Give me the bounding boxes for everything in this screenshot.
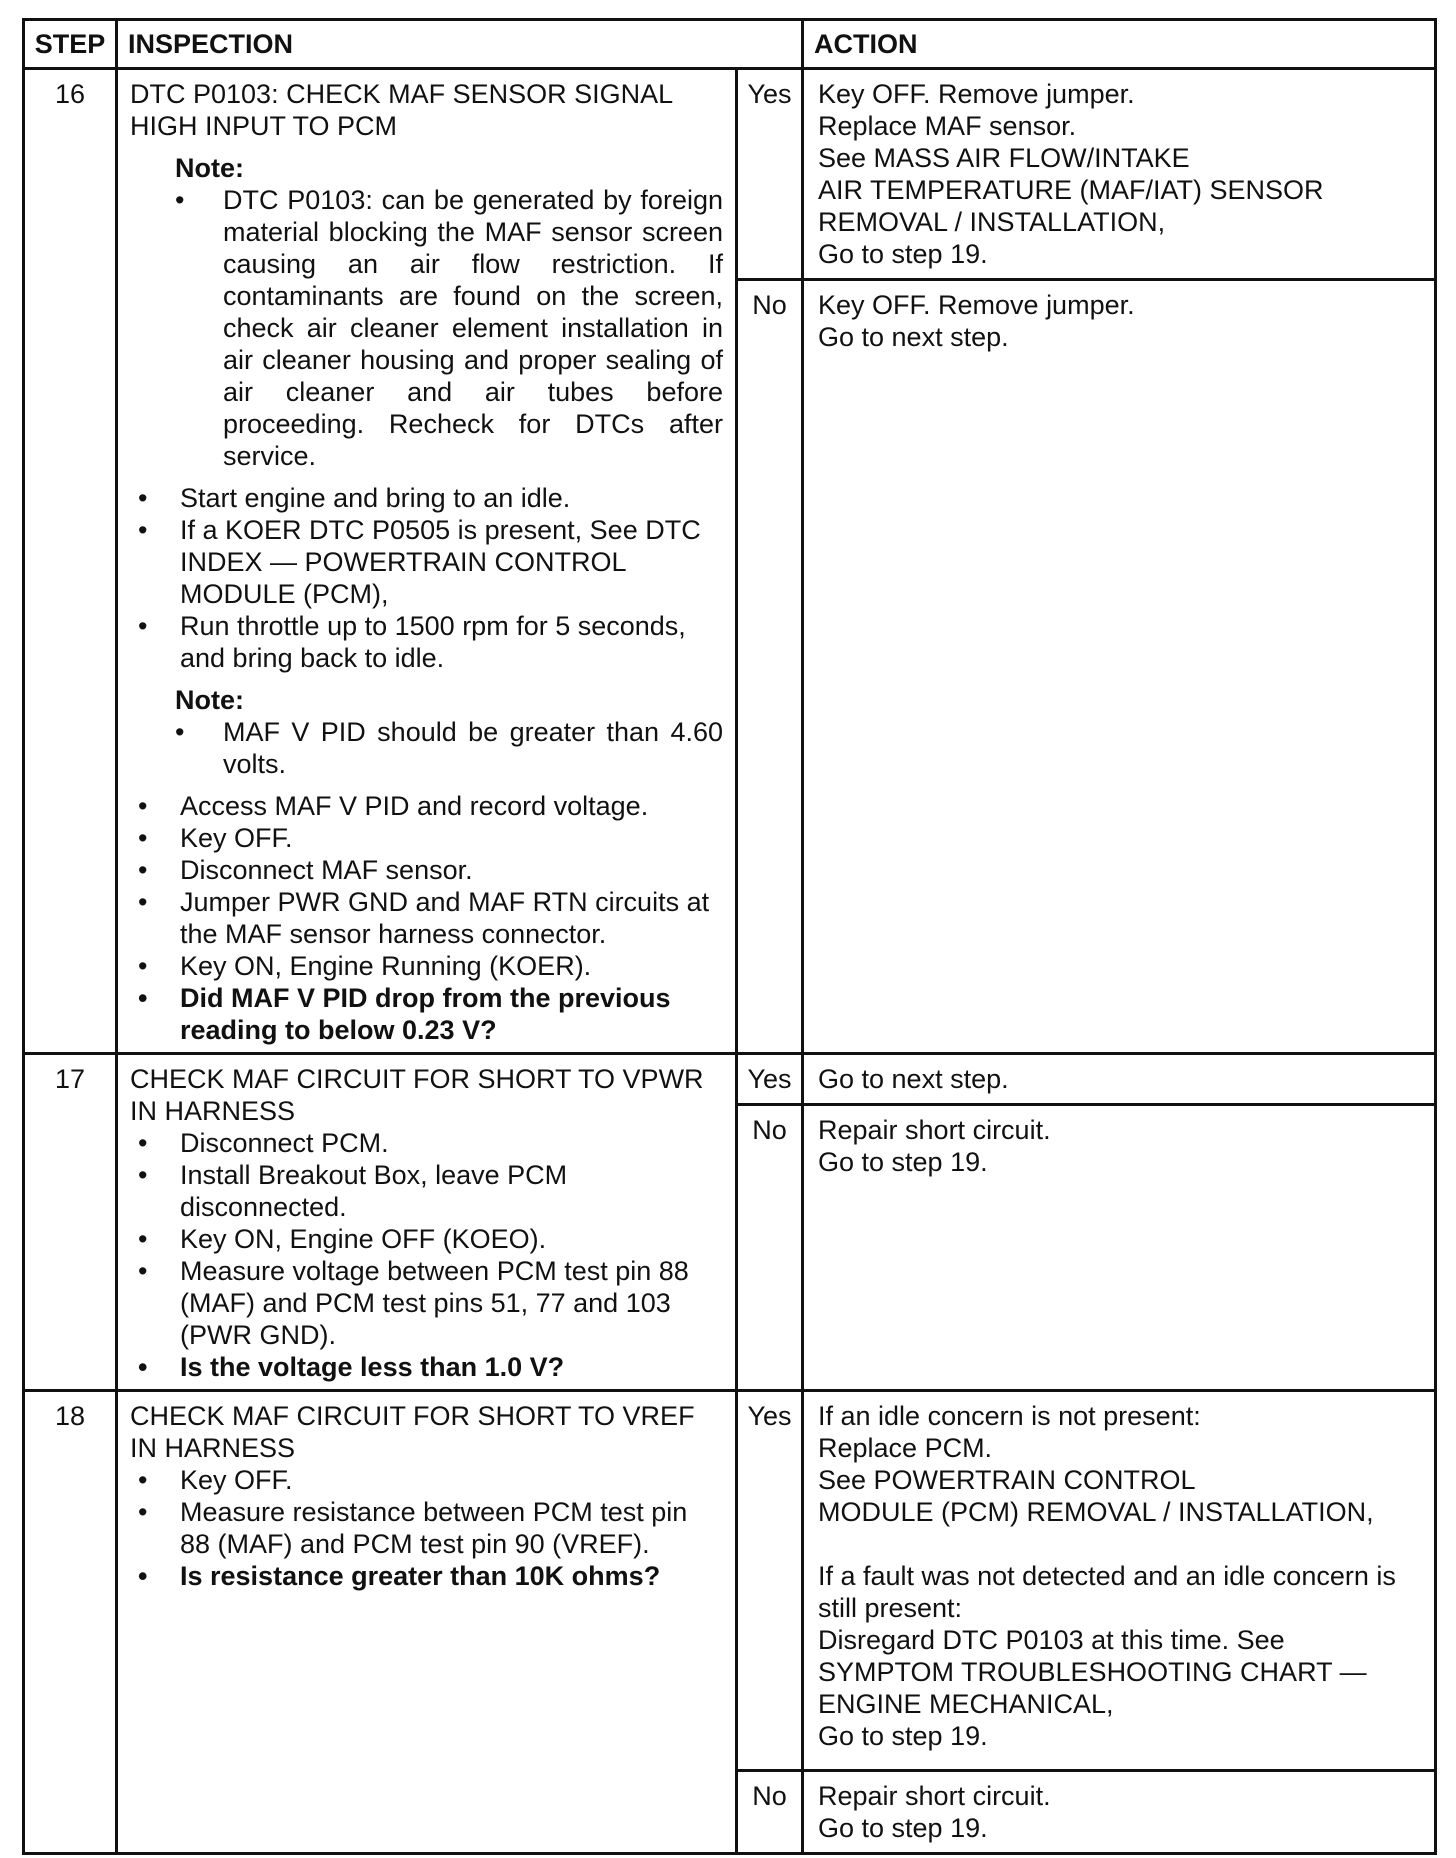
inspection-cell xyxy=(117,69,737,1054)
action-line: Key OFF. Remove jumper. xyxy=(818,79,1135,109)
procedure-list xyxy=(130,1464,723,1592)
no-action xyxy=(803,1771,1436,1854)
procedure-list xyxy=(130,482,723,674)
action-line: Replace MAF sensor. xyxy=(818,111,1077,141)
procedure-item: • Install Breakout Box, leave PCM disconnected. xyxy=(130,1159,723,1223)
step-17-yes-row xyxy=(24,1054,1436,1105)
action-line: Key OFF. Remove jumper. xyxy=(818,290,1135,320)
yes-action xyxy=(803,1391,1436,1771)
procedure-item: • Measure resistance between PCM test pin 88 (MAF) and PCM test pin 90 (VREF). xyxy=(130,1496,723,1560)
note-item: • DTC P0103: can be generated by foreign material blocking the MAF sensor screen causing an air flow restriction. If contaminants are found on the screen, check air cleaner element installation in air cleaner housing and proper sealing of air cleaner and air tubes before proceeding. Recheck for DTCs after service. xyxy=(175,184,723,472)
procedure-list xyxy=(130,1127,723,1383)
action-line: Go to step 19. xyxy=(818,1721,988,1751)
no-label: No xyxy=(737,1771,803,1854)
inspection-cell xyxy=(117,1054,737,1391)
procedure-item: • Key ON, Engine Running (KOER). xyxy=(130,950,723,982)
no-action xyxy=(803,280,1436,1054)
header-step: STEP xyxy=(24,20,117,69)
procedure-item: • Key ON, Engine OFF (KOEO). xyxy=(130,1223,723,1255)
procedure-list xyxy=(130,790,723,1046)
no-label: No xyxy=(737,280,803,1054)
action-line: Go to step 19. xyxy=(818,1813,988,1843)
note-block xyxy=(175,684,723,780)
yes-action xyxy=(803,1054,1436,1105)
yes-label: Yes xyxy=(737,1391,803,1771)
header-inspection: INSPECTION xyxy=(117,20,803,69)
procedure-item: • Measure voltage between PCM test pin 88 (MAF) and PCM test pins 51, 77 and 103 (PWR GND). xyxy=(130,1255,723,1351)
inspection-title: DTC P0103: CHECK MAF SENSOR SIGNAL HIGH INPUT TO PCM xyxy=(130,79,673,141)
step-number: 18 xyxy=(24,1391,117,1854)
action-line: Go to step 19. xyxy=(818,239,988,269)
note-list xyxy=(175,716,723,780)
action-line: Replace PCM. xyxy=(818,1433,993,1463)
action-line: Go to next step. xyxy=(818,322,1009,352)
action-line: Disregard DTC P0103 at this time. See SYMPTOM TROUBLESHOOTING CHART — ENGINE MECHANICAL, xyxy=(818,1625,1367,1719)
procedure-question: • Did MAF V PID drop from the previous reading to below 0.23 V? xyxy=(130,982,723,1046)
action-line: See POWERTRAIN CONTROL xyxy=(818,1465,1196,1495)
inspection-title: CHECK MAF CIRCUIT FOR SHORT TO VREF IN HARNESS xyxy=(130,1401,695,1463)
step-number: 17 xyxy=(24,1054,117,1391)
note-list xyxy=(175,184,723,472)
header-row xyxy=(24,20,1436,69)
procedure-item: • Jumper PWR GND and MAF RTN circuits at the MAF sensor harness connector. xyxy=(130,886,723,950)
no-action xyxy=(803,1105,1436,1391)
action-line: AIR TEMPERATURE (MAF/IAT) SENSOR xyxy=(818,175,1324,205)
procedure-question: • Is resistance greater than 10K ohms? xyxy=(130,1560,723,1592)
header-action: ACTION xyxy=(803,20,1436,69)
action-line: MODULE (PCM) REMOVAL / INSTALLATION, xyxy=(818,1497,1374,1527)
procedure-item: • Run throttle up to 1500 rpm for 5 seconds, and bring back to idle. xyxy=(130,610,723,674)
note-label: Note: xyxy=(175,153,244,183)
procedure-item: • Key OFF. xyxy=(130,822,723,854)
procedure-item: • Key OFF. xyxy=(130,1464,723,1496)
procedure-question: • Is the voltage less than 1.0 V? xyxy=(130,1351,723,1383)
procedure-item: • Start engine and bring to an idle. xyxy=(130,482,723,514)
step-18-yes-row xyxy=(24,1391,1436,1771)
procedure-item: • Disconnect MAF sensor. xyxy=(130,854,723,886)
diagnostic-table xyxy=(22,18,1437,1855)
action-line: Repair short circuit. xyxy=(818,1781,1051,1811)
note-label: Note: xyxy=(175,685,244,715)
no-label: No xyxy=(737,1105,803,1391)
note-block xyxy=(175,152,723,472)
procedure-item: • If a KOER DTC P0505 is present, See DTC INDEX — POWERTRAIN CONTROL MODULE (PCM), xyxy=(130,514,723,610)
step-16-yes-row xyxy=(24,69,1436,280)
action-line: Go to step 19. xyxy=(818,1147,988,1177)
procedure-item: • Access MAF V PID and record voltage. xyxy=(130,790,723,822)
action-line: Go to next step. xyxy=(818,1064,1009,1094)
yes-action xyxy=(803,69,1436,280)
note-item: • MAF V PID should be greater than 4.60 volts. xyxy=(175,716,723,780)
yes-label: Yes xyxy=(737,69,803,280)
yes-label: Yes xyxy=(737,1054,803,1105)
action-line: REMOVAL / INSTALLATION, xyxy=(818,207,1166,237)
action-line: Repair short circuit. xyxy=(818,1115,1051,1145)
action-line: If an idle concern is not present: xyxy=(818,1401,1201,1431)
procedure-item: • Disconnect PCM. xyxy=(130,1127,723,1159)
inspection-title: CHECK MAF CIRCUIT FOR SHORT TO VPWR IN HARNESS xyxy=(130,1064,704,1126)
action-line: If a fault was not detected and an idle concern is still present: xyxy=(818,1561,1396,1623)
inspection-cell xyxy=(117,1391,737,1854)
action-line: See MASS AIR FLOW/INTAKE xyxy=(818,143,1190,173)
step-number: 16 xyxy=(24,69,117,1054)
